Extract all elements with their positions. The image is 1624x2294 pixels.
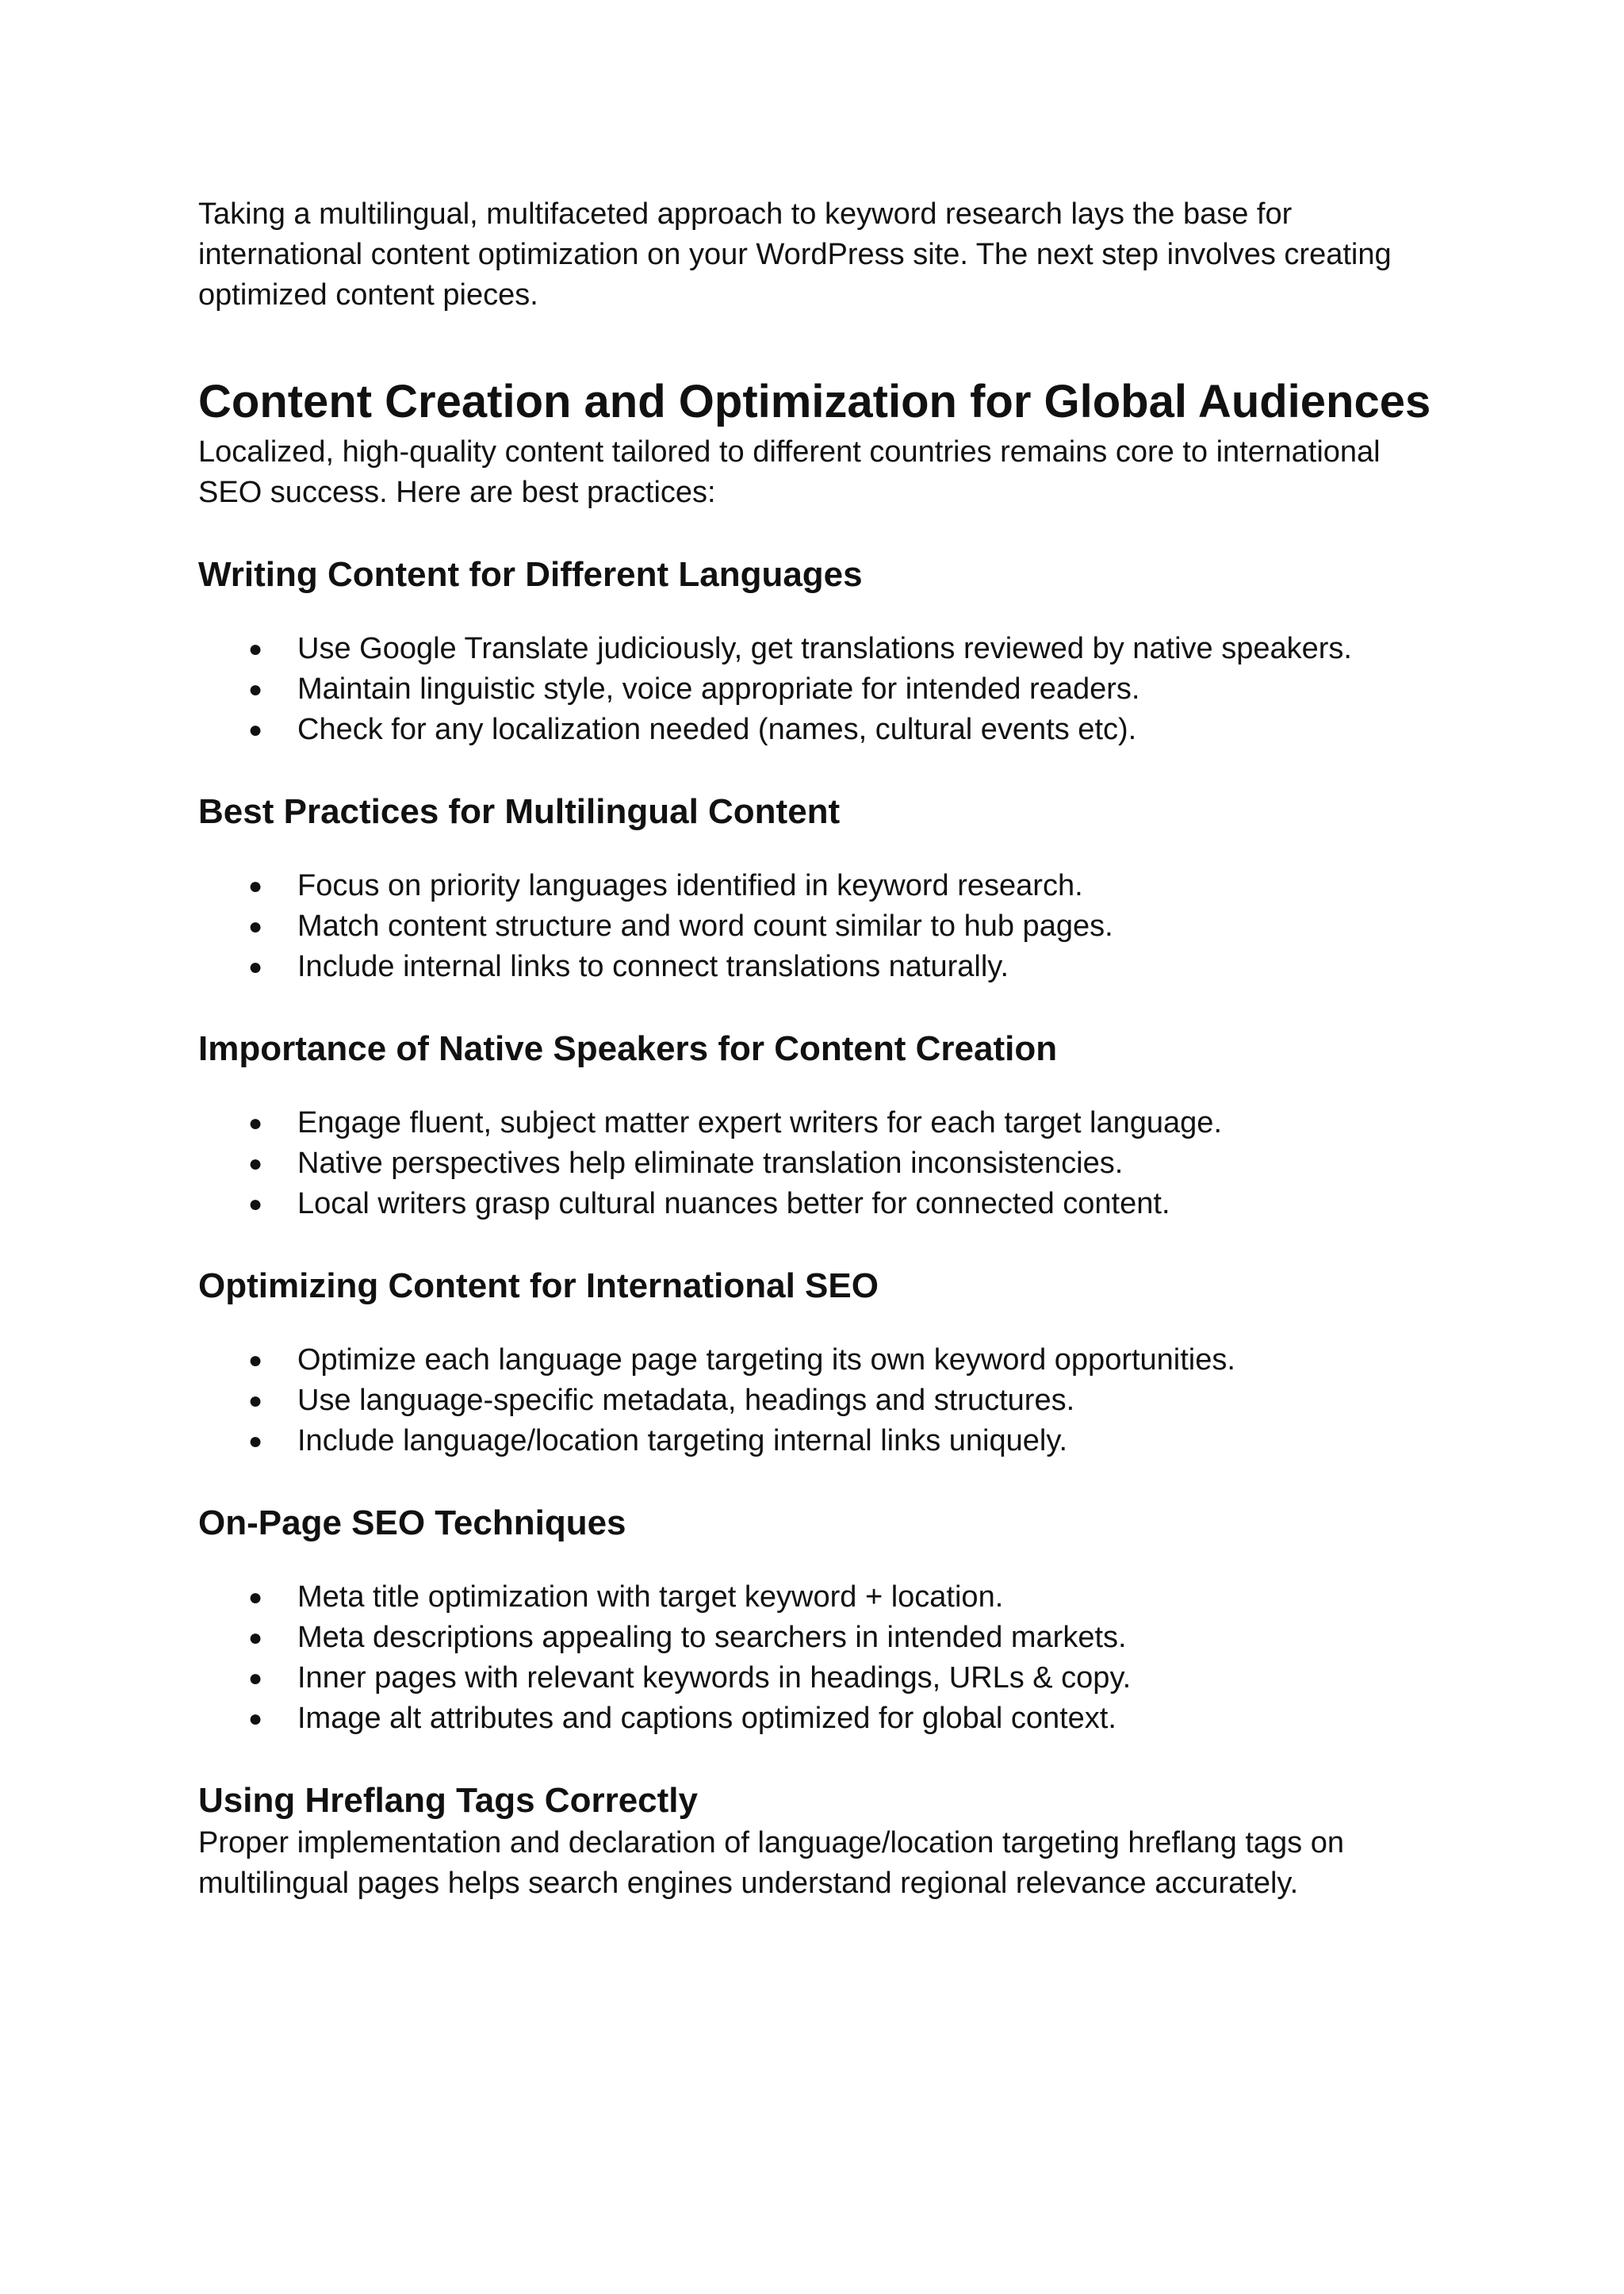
bullet-icon: ● — [248, 1584, 263, 1610]
bullet-icon: ● — [248, 1428, 263, 1454]
bullet-icon: ● — [248, 913, 263, 940]
list-item: ● Maintain linguistic style, voice appropriate for intended readers. — [198, 669, 1435, 710]
list-item: ● Focus on priority languages identified in keyword research. — [198, 866, 1435, 906]
hreflang-paragraph: Proper implementation and declaration of language/location targeting hreflang tags on multilingual pages helps search engines understand regional relevance accurately. — [198, 1826, 1344, 1900]
subheading-international-seo: Optimizing Content for International SEO — [198, 1266, 879, 1305]
bullet-icon: ● — [248, 676, 263, 703]
bullet-icon: ● — [248, 1706, 263, 1732]
subheading-native-speakers: Importance of Native Speakers for Content Creation — [198, 1029, 1058, 1068]
list-item: ● Native perspectives help eliminate translation inconsistencies. — [198, 1143, 1435, 1184]
list-item: ● Meta title optimization with target keyword + location. — [198, 1577, 1435, 1618]
bullet-icon: ● — [248, 1151, 263, 1177]
list-item: ● Include internal links to connect translations naturally. — [198, 947, 1435, 987]
list-item: ● Match content structure and word count similar to hub pages. — [198, 906, 1435, 947]
list-item: ● Local writers grasp cultural nuances better for connected content. — [198, 1184, 1435, 1224]
bullet-icon: ● — [248, 873, 263, 899]
subheading-best-practices: Best Practices for Multilingual Content — [198, 792, 841, 831]
list-item: ● Meta descriptions appealing to searchers in intended markets. — [198, 1618, 1435, 1658]
document-body — [198, 194, 1435, 1904]
bullet-icon: ● — [248, 1347, 263, 1373]
section-title: Content Creation and Optimization for Global Audiences — [198, 376, 1431, 427]
bullet-icon: ● — [248, 1625, 263, 1651]
bullet-icon: ● — [248, 1665, 263, 1691]
list-item: ● Image alt attributes and captions optimized for global context. — [198, 1698, 1435, 1739]
bullet-icon: ● — [248, 1388, 263, 1414]
bullet-icon: ● — [248, 954, 263, 980]
bullet-icon: ● — [248, 636, 263, 662]
list-item: ● Use language-specific metadata, headings and structures. — [198, 1381, 1435, 1421]
subheading-hreflang: Using Hreflang Tags Correctly — [198, 1781, 698, 1820]
intro-paragraph: Taking a multilingual, multifaceted approach to keyword research lays the base for international content optimization on your WordPress site. The next step involves creating optimized content pieces. — [198, 197, 1392, 312]
subheading-writing-content: Writing Content for Different Languages — [198, 555, 863, 594]
bullet-list-on-page-seo — [198, 1577, 1435, 1739]
list-item: ● Use Google Translate judiciously, get translations reviewed by native speakers. — [198, 629, 1435, 669]
bullet-list-best-practices — [198, 866, 1435, 987]
subheading-on-page-seo: On-Page SEO Techniques — [198, 1503, 626, 1542]
bullet-icon: ● — [248, 717, 263, 743]
section-intro-paragraph: Localized, high-quality content tailored to different countries remains core to international SEO success. Here are best practices: — [198, 435, 1381, 509]
list-item: ● Include language/location targeting internal links uniquely. — [198, 1421, 1435, 1461]
list-item: ● Inner pages with relevant keywords in headings, URLs & copy. — [198, 1658, 1435, 1698]
bullet-list-international-seo — [198, 1340, 1435, 1461]
list-item: ● Optimize each language page targeting its own keyword opportunities. — [198, 1340, 1435, 1381]
list-item: ● Engage fluent, subject matter expert writers for each target language. — [198, 1103, 1435, 1143]
list-item: ● Check for any localization needed (names, cultural events etc). — [198, 710, 1435, 750]
bullet-list-native-speakers — [198, 1103, 1435, 1224]
bullet-list-writing-content — [198, 629, 1435, 750]
bullet-icon: ● — [248, 1110, 263, 1136]
bullet-icon: ● — [248, 1191, 263, 1217]
